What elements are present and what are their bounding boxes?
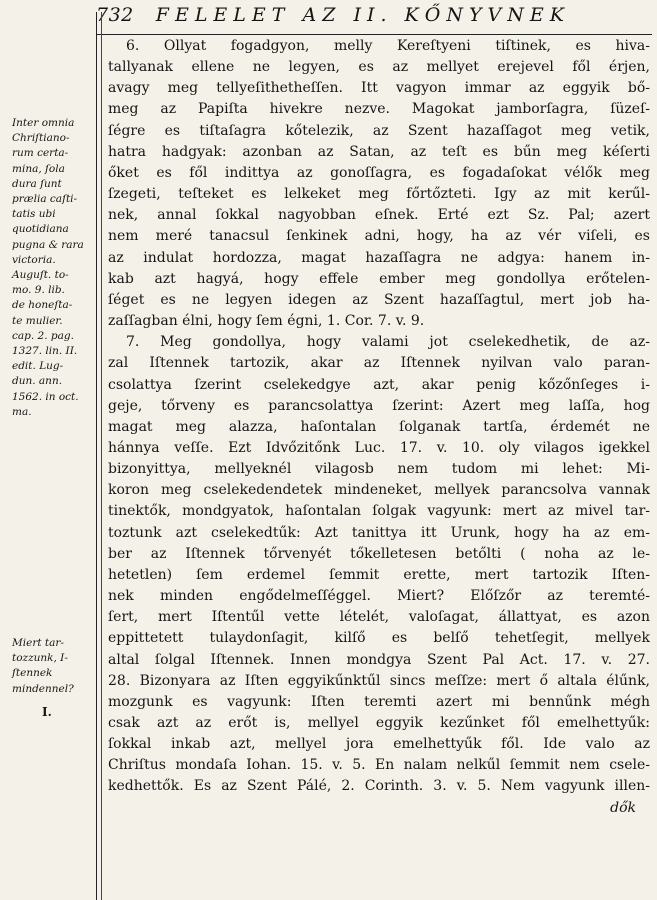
text-line: ſéget es ne legyen idegen az Szent hazaſſagtul, mert job ha- [108, 291, 650, 308]
margin-line: te mulier. [12, 314, 63, 327]
margin-line: Chriſtiano- [12, 132, 70, 145]
margin-line: dura ſunt [12, 177, 62, 190]
catchword: dők [610, 799, 636, 816]
text-line: koron meg cselekedendetek mindeneket, mellyek parancsolva vannak [108, 482, 650, 499]
text-line: kab azt hagyá, hogy effele ember meg gondollya erőtelen- [108, 270, 650, 287]
page-header [96, 4, 651, 34]
text-line: geje, tőrveny es parancsolattya ſzerint: Azert meg laſſa, hog [108, 397, 650, 414]
text-line: meg az Papiſta hivekre nezve. Magokat jamborſagra, ſüzeſ- [108, 101, 650, 118]
margin-line: Miert tar- [12, 637, 64, 649]
margin-rule-inner [101, 12, 102, 900]
text-line: toztunk azt cselekedtűk: Azt tanittya itt Urunk, hogy ha az em- [108, 524, 650, 541]
margin-line: cap. 2. pag. [12, 329, 74, 342]
text-line: ſert, mert Iſtentűl vette lételét, valoſagat, állattyat, es azon [108, 609, 650, 626]
margin-line: victoria. [12, 253, 56, 266]
page-number: 732 [96, 4, 134, 26]
text-line: kedhettők. Es az Szent Pálé, 2. Corinth. 3. v. 5. Nem vagyunk illen- [108, 778, 650, 795]
text-line: őket es fől indittya az gonoſſagra, es fogadaſokat vélők meg [108, 164, 650, 181]
text-line: csolattya ſzerint cselekedgye azt, akar penig kőzőnſeges i- [108, 376, 650, 393]
text-line: bizonyittya, mellyeknél vilagosb nem tudom mi lehet: Mi- [108, 461, 650, 478]
text-line: 7. Meg gondollya, hogy valami jot cselekedhetik, de az- [126, 334, 650, 351]
text-line: Chriſtus mondaſa Iohan. 15. v. 5. En nalam nelkűl ſemmit nem csele- [108, 757, 650, 774]
margin-line: dun. ann. [12, 375, 63, 388]
margin-line: pugna & rara [12, 238, 84, 251]
text-line: avagy meg tellyeſithetheſſen. Itt vagyon immar az eggyik bő- [108, 80, 650, 97]
text-line: tallyanak ellene ne legyen, es az mellyet erejevel fől érjen, [108, 59, 650, 76]
margin-note-miert [12, 636, 92, 720]
text-line: ſégre es tiſtaſagra kőtelezik, az Szent hazaſſagot meg vetik, [108, 122, 650, 139]
text-line: ber az Iſtennek tőrvenyét tőkelletesen betőlti ( noha az le- [108, 545, 650, 562]
margin-line: ſtennek [12, 667, 53, 680]
margin-line: tozzunk, I- [12, 652, 68, 665]
text-line: 6. Ollyat fogadgyon, melly Kereſtyeni tiſtinek, es hiva- [126, 38, 650, 54]
text-line: altal ſolgal Iſtennek. Innen mondgya Szent Pal Act. 17. v. 27. [108, 651, 650, 668]
text-line: csak azt az erőt is, mellyel eggyik kezűnket fől emelhettyűk: [108, 715, 650, 731]
margin-line: ma. [12, 405, 32, 418]
margin-line: mindennel? [12, 682, 74, 695]
text-line: magat meg alazza, haſontalan ſolganak tartſa, érdemét ne [108, 418, 650, 435]
margin-line: Inter omnia [12, 117, 75, 129]
text-line: ſokkal inkab azt, mellyel jora emelhettyűk fől. Ide valo az [108, 736, 650, 753]
text-line: 28. Bizonyara az Iſten eggyikűnktűl sincs meſſze: mert ő altala élűnk, [108, 672, 650, 689]
margin-line: mo. 9. lib. [12, 284, 65, 297]
margin-line: prælia caſti- [12, 193, 78, 206]
text-line: hatra hadgyak: azonban az Satan, az teſt es bűn meg kéſerti [108, 143, 650, 160]
margin-line: 1562. in oct. [12, 390, 79, 403]
text-line: nek, annal ſokkal nagyobban eſnek. Erté ezt Sz. Pal; azert [108, 207, 650, 224]
header-rule [96, 34, 652, 35]
margin-line: quotidiana [12, 223, 69, 236]
text-line: tinektők, mondgyatok, haſontalan ſolgak vagyunk: mert az mivel tar- [108, 503, 650, 520]
text-line: az indulat hordozza, magat hazaſſagra ne adgya: hanem in- [108, 249, 650, 266]
text-line: zaſſagban élni, hogy ſem égni, 1. Cor. 7. v. 9. [108, 313, 425, 330]
text-line: hánnya veſſe. Ezt Idvőzitőnk Luc. 17. v. 10. oly vilagos igekkel [108, 439, 650, 456]
margin-number: I. [42, 704, 52, 719]
margin-line: edit. Lug- [12, 360, 64, 373]
margin-line: de honeſta- [12, 299, 73, 312]
margin-line: mina, ſola [12, 162, 65, 175]
margin-note-augustine [12, 116, 92, 420]
text-line: mozgunk es vagyunk: Iſten teremti azert mi bennűnk mégh [108, 693, 650, 710]
margin-line: rum certa- [12, 147, 69, 160]
text-line: nem meré tanacsul ſenkinek adni, hogy, ha az vér viſeli, es [108, 228, 650, 245]
margin-rule [96, 12, 97, 900]
text-line: hetetlen) ſem erdemel ſemmit erette, mert tartozik Iſten- [108, 566, 650, 583]
margin-line: 1327. lin. II. [12, 345, 78, 358]
text-line: eppittetett tulaydonſagit, kilſő es belſő tehetſegit, mellyek [108, 630, 650, 647]
margin-line: tatis ubi [12, 208, 56, 221]
text-line: nek minden engődelmeſſéggel. Miert? Előſzőr az teremté- [108, 588, 650, 605]
running-title: FELELET AZ II. KŐNYVNEK [155, 4, 570, 26]
body-text [108, 36, 650, 819]
margin-line: Auguſt. to- [12, 269, 69, 282]
text-line: zal Iſtennek tartozik, akar az Iſtennek nyilvan valo paran- [108, 355, 650, 372]
text-line: ſzegeti, teſteket es lelkeket meg főrtőzteti. Igy az mit kerűl- [108, 186, 650, 203]
